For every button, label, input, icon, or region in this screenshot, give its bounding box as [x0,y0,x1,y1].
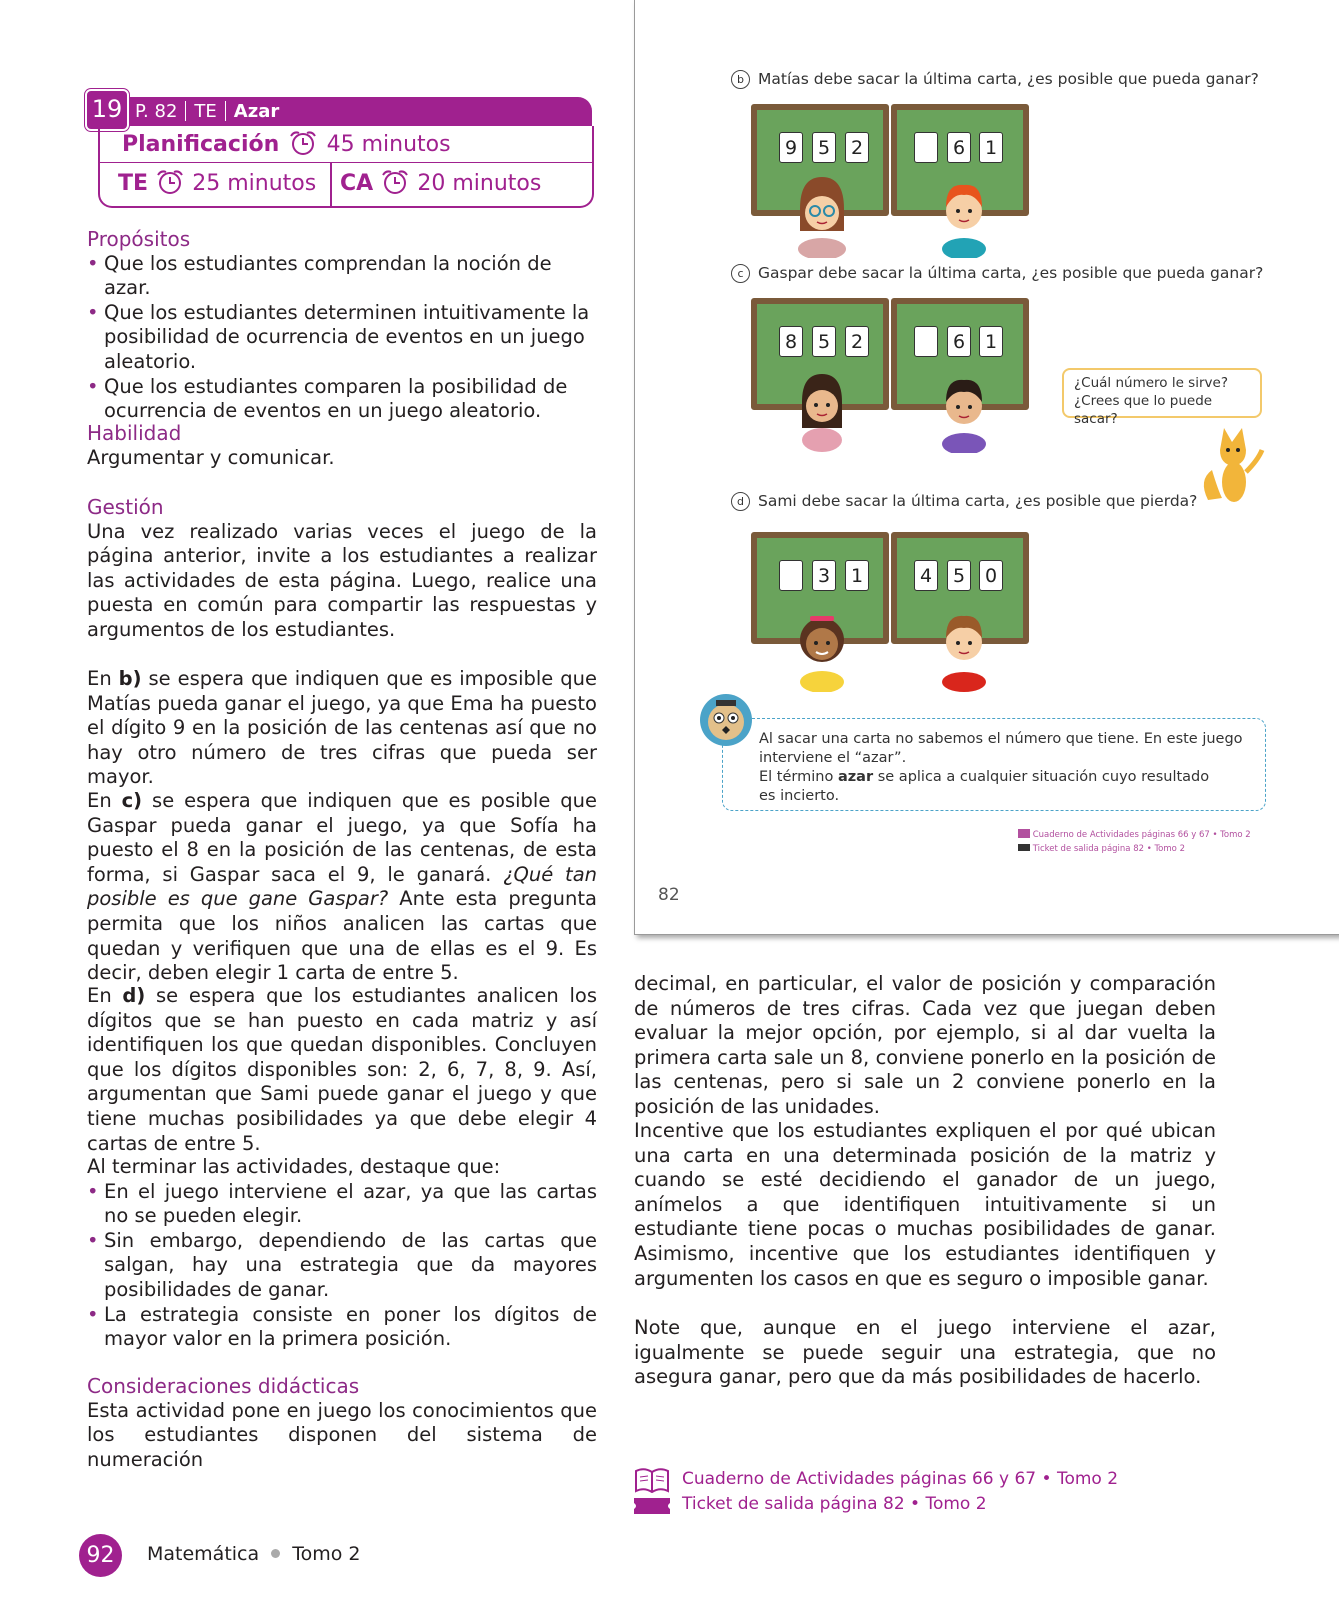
boy-redhead-illustration [934,173,994,258]
list-item: • Que los estudiantes determinen intuitivamente la posibilidad de ocurrencia de eventos en un juego aleatorio. [87,301,597,375]
header-refs [135,97,279,126]
boy-brown-hair-illustration [934,602,994,692]
page-ref: P. 82 [135,101,178,122]
speech-bubble: ¿Cuál número le sirve? ¿Crees que lo puede sacar? [1062,368,1262,418]
consideraciones-section [87,1374,597,1472]
ref-cuaderno: Cuaderno de Actividades páginas 66 y 67 • Tomo 2 [682,1469,1119,1489]
list-item: • Que los estudiantes comparen la posibilidad de ocurrencia de eventos en un juego aleatorio. [87,375,597,424]
propositos-title: Propósitos [87,227,191,251]
consideraciones-title: Consideraciones didácticas [87,1374,360,1398]
card: 6 [947,132,971,163]
habilidad-text: Argumentar y comunicar. [87,445,335,469]
planning-label: Planificación 45 minutos [122,129,451,157]
question-letter: d [731,492,750,511]
gestion-paragraph-1: Una vez realizado varias veces el juego de la página anterior, invite a los estudiantes a realizar las actividades de esta página. Luego, realice una puesta en común para compartir las respuestas y argumentos de los estudiantes. [87,519,597,641]
footer-subject: Matemática [147,1543,260,1565]
owl-mascot-icon [698,692,754,748]
girl-dark-hair-illustration [792,368,852,453]
planning-row [100,126,592,163]
list-item: • En el juego interviene el azar, ya que las cartas no se pueden elegir. [87,1180,597,1229]
te-time: TE 25 minutos [118,168,316,196]
propositos-list [87,252,597,424]
book-icon [634,1467,670,1493]
card: 0 [979,560,1003,591]
card [914,326,938,357]
card: 9 [779,132,803,163]
topic: Azar [233,101,280,122]
alarm-clock-icon [153,168,187,196]
conclusions-list [87,1180,597,1352]
right-paragraph-1: decimal, en particular, el valor de posición y comparación de números de tres cifras. Cada vez que juegan deben evaluar la mejor opción, por ejemplo, si al dar vuelta la primera carta sale un 8, conviene ponerlo en la posición de las centenas, pero si sale un 2 conviene ponerlo en la posición de las unidades. [634,972,1216,1118]
card: 1 [845,560,869,591]
alarm-clock-icon [378,168,412,196]
header-bar [89,97,592,126]
card: 5 [947,560,971,591]
question-c: c Gaspar debe sacar la última carta, ¿es posible que pueda ganar? [731,264,1263,283]
footer-tomo: Tomo 2 [292,1543,361,1565]
boy-dark-hair-illustration [934,368,994,453]
ca-time: CA 20 minutos [340,168,541,196]
ticket-icon [634,1496,670,1516]
card: 5 [812,132,836,163]
gestion-conclusions [87,1155,597,1352]
alarm-clock-icon [287,129,319,157]
right-paragraph-2: Incentive que los estudiantes expliquen el por qué ubican una carta en una determinada posición de la matriz y cuando se esté decidiendo el ganador de un juego, anímelos a que identifiquen intuitivamente si un estudiante tiene pocas o muchas posibilidades de ganar. Asimismo, incentive que los estudiantes identifiquen y argumenten los casos en que es seguro o imposible ganar. [634,1119,1216,1290]
lesson-header [89,97,594,208]
card: 1 [979,132,1003,163]
ref-ticket: Ticket de salida página 82 • Tomo 2 [682,1494,987,1514]
card: 2 [845,326,869,357]
time-split-row [100,163,592,206]
card [779,560,803,591]
panel-page-number: 82 [658,885,680,905]
azar-note-box: Al sacar una carta no sabemos el número que tiene. En este juego interviene el “azar”. El término azar se aplica a cualquier situación cuyo resultado es incierto. [722,718,1266,811]
conclusions-intro: Al terminar las actividades, destaque que: [87,1155,501,1178]
card: 6 [947,326,971,357]
fox-mascot-icon [1198,420,1268,510]
gestion-title: Gestión [87,495,164,519]
habilidad-title: Habilidad [87,421,182,445]
question-letter: b [731,70,750,89]
list-item: • Que los estudiantes comprendan la noción de azar. [87,252,597,301]
gestion-section [87,495,597,643]
gestion-paragraph-4: En d) se espera que los estudiantes analicen los dígitos que se han puesto en cada matriz y así identifiquen los que quedan disponibles. Concluyen que los dígitos disponibles son: 2, 6, 7, 8, 9. Así, argumentan que Sami puede ganar el juego y que tiene muchas posibilidades ya que debe elegir 4 cartas de entre 5. [87,984,597,1155]
question-letter: c [731,264,750,283]
card: 2 [845,132,869,163]
panel-ref-cuaderno: Cuaderno de Actividades páginas 66 y 67 • Tomo 2 [1018,829,1251,840]
page-number: 92 [79,1534,122,1577]
question-b: b Matías debe sacar la última carta, ¿es posible que pueda ganar? [731,70,1259,89]
te-ref: TE [194,101,217,122]
habilidad-section [87,421,597,470]
propositos-section [87,227,597,424]
girl-glasses-illustration [792,173,852,258]
panel-ref-ticket: Ticket de salida página 82 • Tomo 2 [1018,843,1185,854]
gestion-paragraph-2: En b) se espera que indiquen que es imposible que Matías pueda ganar el juego, ya que Ema ha puesto el dígito 9 en la posición de las centenas así que no hay otro número de tres cifras que pueda ser mayor. [87,667,597,789]
list-item: • La estrategia consiste en poner los dígitos de mayor valor en la primera posición. [87,1303,597,1352]
card: 8 [779,326,803,357]
list-item: • Sin embargo, dependiendo de las cartas que salgan, hay una estrategia que da mayores posibilidades de ganar. [87,1229,597,1303]
footer-label [147,1543,361,1565]
card: 4 [914,560,938,591]
consideraciones-text: Esta actividad pone en juego los conocimientos que los estudiantes disponen del sistema de numeración [87,1398,597,1471]
gestion-paragraph-3: En c) se espera que indiquen que es posible que Gaspar pueda ganar el juego, ya que Sofía ha puesto el 8 en la posición de las centenas, de esta forma, si Gaspar saca el 9, le ganará. ¿Qué tan posible es que gane Gaspar? Ante esta pregunta permita que los niños analicen las cartas que quedan y verifiquen que una de ellas es el 9. Es decir, deben elegir 1 carta de entre 5. [87,789,597,985]
right-paragraph-3: Note que, aunque en el juego interviene el azar, igualmente se puede seguir una estrategia, que no asegura ganar, pero que da más posibilidades de hacerlo. [634,1316,1216,1389]
girl-curly-hair-illustration [792,602,852,692]
ticket-icon [1018,843,1030,852]
book-icon [1018,829,1030,838]
card: 5 [812,326,836,357]
separator-dot [271,1549,280,1558]
card: 3 [812,560,836,591]
question-d: d Sami debe sacar la última carta, ¿es posible que pierda? [731,492,1197,511]
lesson-number: 19 [85,89,129,131]
planning-box [98,126,594,208]
card [914,132,938,163]
card: 1 [979,326,1003,357]
